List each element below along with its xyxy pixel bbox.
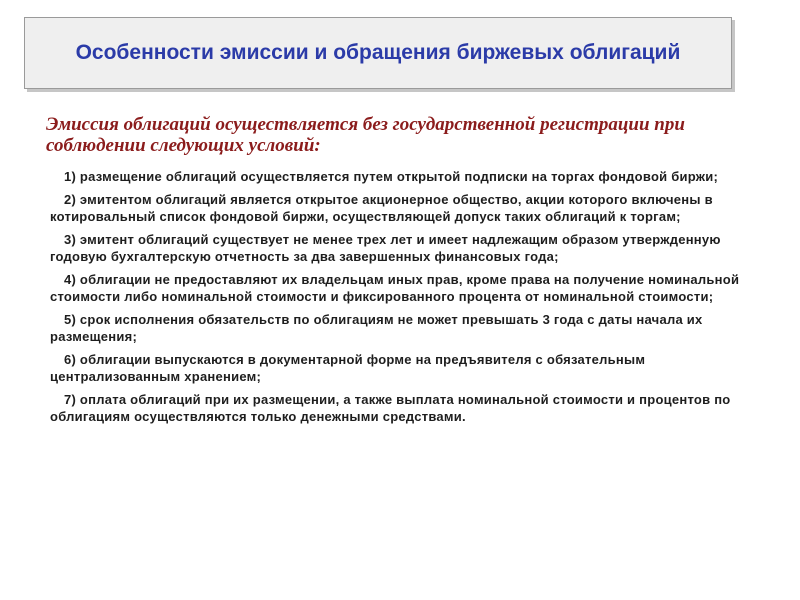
condition-item-1: 1) размещение облигаций осуществляется путем открытой подписки на торгах фондовой биржи; [64,169,719,184]
condition-item-7: 7) оплата облигаций при их размещении, а также выплата номинальной стоимости и процентов по облигациям осуществляются только денежными средствами. [50,392,731,424]
condition-item-5: 5) срок исполнения обязательств по облигациям не может превышать 3 года с даты начала их размещения; [50,312,703,344]
slide-title: Особенности эмиссии и обращения биржевых облигаций [75,41,681,64]
condition-item-4: 4) облигации не предоставляют их владельцам иных прав, кроме права на получение номинальной стоимости либо номинальной стоимости и фиксированного процента от номинальной стоимости; [50,272,740,304]
slide-subtitle: Эмиссия облигаций осуществляется без государственной регистрации при соблюдении следующих условий: [46,114,685,156]
condition-item-6: 6) облигации выпускаются в документарной форме на предъявителя с обязательным централизованным хранением; [50,352,646,384]
condition-item-3: 3) эмитент облигаций существует не менее трех лет и имеет надлежащим образом утвержденную годовую бухгалтерскую отчетность за два завершенных финансовых года; [50,232,721,264]
conditions-list [50,168,760,431]
title-box [24,17,732,89]
condition-item-2: 2) эмитентом облигаций является открытое акционерное общество, акции которого включены в котировальный список фондовой биржи, осуществляющей допуск таких облигаций к торгам; [50,192,713,224]
